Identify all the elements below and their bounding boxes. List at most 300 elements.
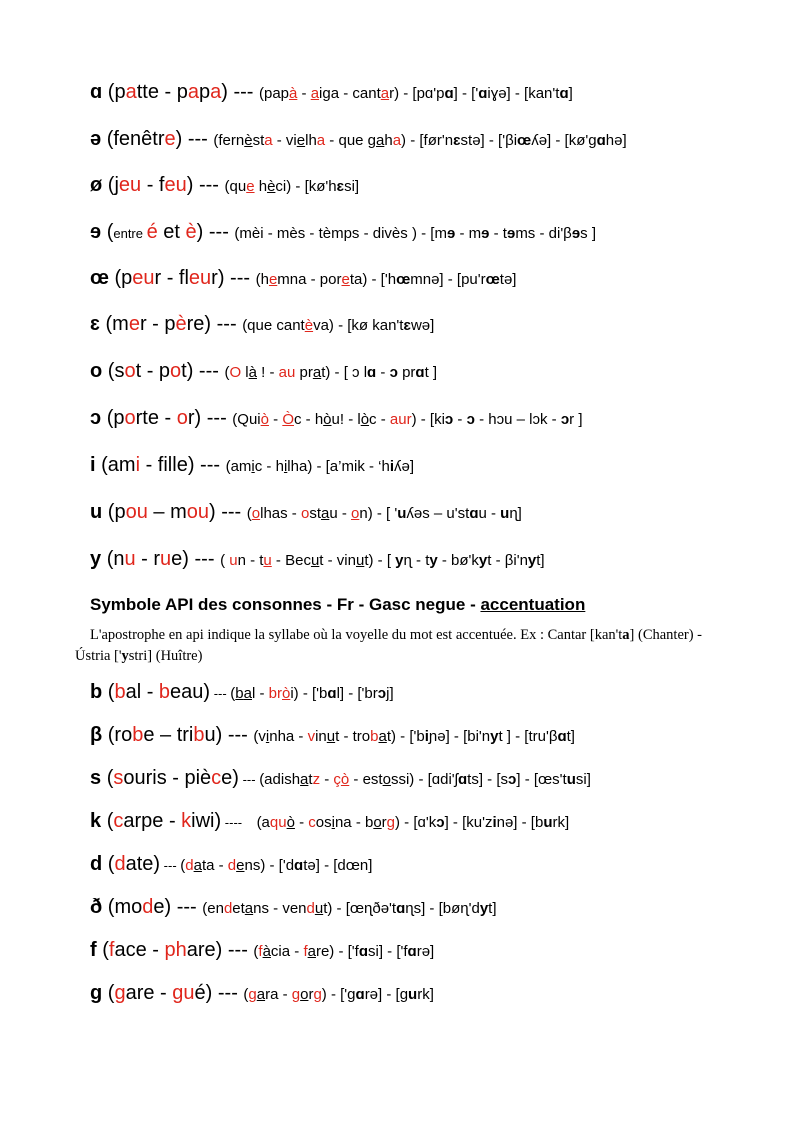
- french-example-part: ): [186, 174, 194, 196]
- french-example-part: u: [160, 548, 172, 570]
- ipa-transcription-part: - [ɑ'k: [400, 814, 437, 831]
- gascon-example-part: h: [254, 178, 268, 195]
- consonant-row: [90, 811, 569, 831]
- french-example-part: are): [186, 939, 223, 961]
- french-example-part: al -: [125, 681, 159, 703]
- gascon-example-part: u: [326, 728, 336, 745]
- ipa-transcription-part: rə] - [g: [364, 986, 409, 1003]
- gascon-example-part: a: [378, 728, 387, 745]
- ipa-transcription-part: ɳs] - [bøɳ'd: [405, 900, 480, 917]
- ipa-transcription-part: mnə] - [pu'r: [410, 271, 486, 288]
- consonant-symbol: f: [90, 939, 103, 961]
- french-example: [107, 548, 189, 570]
- french-example-part: p: [114, 81, 126, 103]
- ipa-transcription-part: t - βi'n: [487, 552, 528, 569]
- ipa-transcription-part: ɲə] - [bi'n: [428, 728, 491, 745]
- ipa-transcription-part: rk]: [552, 814, 570, 831]
- french-example-part: (p: [114, 267, 133, 289]
- gascon-example-part: u: [355, 552, 365, 569]
- ipa-transcription-part: - [a’mik - ‘h: [312, 458, 390, 475]
- gascon-example-part: ): [395, 814, 401, 831]
- gascon-example-part: a: [193, 857, 202, 874]
- vowel-symbol: ə: [90, 128, 107, 150]
- ipa-transcription-part: ms - di'β: [515, 225, 572, 242]
- gascon-example-part: c - h: [293, 411, 324, 428]
- gascon-example-part: ci): [275, 178, 292, 195]
- gascon-example-part: t): [386, 728, 396, 745]
- ipa-transcription-part: stə] - ['βi: [460, 132, 518, 149]
- ipa-transcription-part: -: [453, 411, 467, 428]
- separator: ---: [210, 686, 231, 701]
- gascon-example-part: t): [321, 364, 331, 381]
- gascon-example-part: - vi: [272, 132, 297, 149]
- ipa-transcription-part: rə]: [416, 943, 435, 960]
- gascon-example-part: c - h: [254, 458, 284, 475]
- ipa-transcription-part: ɘ: [571, 225, 581, 242]
- gascon-example-part: t): [364, 552, 374, 569]
- gascon-example-part: c -: [369, 411, 390, 428]
- ipa-transcription-part: ɛ: [453, 132, 461, 149]
- consonant-symbol: s: [90, 767, 107, 789]
- french-example-part: - f: [141, 174, 165, 196]
- gascon-example-part: ): [411, 411, 417, 428]
- gascon-example-part: d: [306, 900, 315, 917]
- gascon-example-part: ò: [260, 411, 269, 428]
- gascon-example-part: st: [309, 505, 321, 522]
- heading-text: Symbole API des consonnes - Fr - Gasc negue -: [90, 595, 481, 614]
- separator: ---: [160, 858, 181, 873]
- gascon-example-part: u! - l: [331, 411, 361, 428]
- ipa-transcription-part: i: [389, 458, 394, 475]
- gascon-example-part: aur: [389, 411, 412, 428]
- french-example-part: e – tri: [143, 724, 194, 746]
- gascon-example-part: nha -: [269, 728, 308, 745]
- gascon-example-part: l: [241, 364, 249, 381]
- ipa-transcription-part: ɛ: [336, 178, 345, 195]
- vowel-symbol: ɔ: [90, 407, 107, 429]
- ipa-transcription-part: ɑ: [596, 132, 606, 149]
- ipa-transcription-part: y: [479, 900, 489, 917]
- separator: ---: [193, 360, 225, 382]
- french-example-part: o: [124, 360, 136, 382]
- gascon-example-part: h: [384, 132, 393, 149]
- ipa-transcription-part: ɘ: [446, 225, 456, 242]
- vowel-symbol: ɘ: [90, 221, 107, 243]
- french-example-part: o: [176, 407, 188, 429]
- ipa-transcription-part: ɔ: [444, 411, 454, 428]
- separator: ---: [171, 896, 203, 918]
- ipa-transcription-part: ɔ: [508, 771, 517, 788]
- gascon-example-part: r: [308, 986, 314, 1003]
- separator: ---: [201, 407, 233, 429]
- ipa-transcription-part: rk]: [417, 986, 434, 1003]
- consonant-row: [90, 725, 575, 745]
- gascon-example: [180, 857, 372, 874]
- ipa-transcription-part: ɔ: [389, 364, 398, 381]
- french-example: [108, 853, 160, 875]
- french-example-part: s: [113, 767, 124, 789]
- ipa-transcription-part: - [kø kan't: [333, 317, 404, 334]
- gascon-example-part: st: [252, 132, 265, 149]
- consonant-symbol: g: [90, 982, 108, 1004]
- gascon-example-part: ta -: [201, 857, 228, 874]
- gascon-example-part: u: [263, 552, 272, 569]
- french-example-part: (: [107, 81, 115, 103]
- ipa-transcription-part: ʎə] - [kø'g: [531, 132, 597, 149]
- gascon-example-part: i: [331, 814, 335, 831]
- vowel-row: [90, 222, 596, 242]
- gascon-example-part: a: [264, 132, 273, 149]
- gascon-example: [257, 814, 570, 831]
- separator: ---: [182, 128, 214, 150]
- ipa-transcription-part: i: [424, 728, 429, 745]
- gascon-example-part: (: [243, 986, 249, 1003]
- gascon-example-part: ): [409, 771, 415, 788]
- gascon-example-part: i: [251, 458, 255, 475]
- gascon-example-part: a: [316, 132, 326, 149]
- french-example: [107, 767, 239, 789]
- vowel-row: [90, 175, 359, 195]
- ipa-transcription-part: ɑ: [415, 364, 425, 381]
- french-example-part: u: [124, 548, 136, 570]
- ipa-transcription-part: ɑ: [469, 505, 479, 522]
- gascon-example-part: a: [320, 505, 330, 522]
- french-example-part: (p: [107, 501, 126, 523]
- gascon-example-part: t - tro: [335, 728, 371, 745]
- french-example-part: b: [132, 724, 144, 746]
- ipa-transcription-part: ɑ: [327, 685, 337, 702]
- gascon-example: [243, 986, 433, 1003]
- note-bold: a: [622, 627, 630, 643]
- gascon-example-part: (v: [253, 728, 266, 745]
- gascon-example-part: u: [310, 552, 320, 569]
- ipa-transcription-part: t]: [566, 728, 575, 745]
- french-example-part: ph: [164, 939, 187, 961]
- french-example-part: ): [175, 128, 183, 150]
- french-example-part: d: [142, 896, 154, 918]
- french-example: [108, 982, 213, 1004]
- separator: ---: [203, 221, 235, 243]
- french-example-part: è: [185, 221, 197, 243]
- ipa-transcription-part: l] - ['br: [336, 685, 378, 702]
- vowel-row: [90, 549, 545, 569]
- french-example-part: c: [211, 767, 222, 789]
- gascon-example-part: f: [303, 943, 308, 960]
- ipa-transcription-part: y: [527, 552, 537, 569]
- ipa-transcription-part: ʎə]: [394, 458, 415, 475]
- french-example-part: gu: [172, 982, 195, 1004]
- french-example-part: (: [107, 174, 115, 196]
- french-example-part: f: [108, 939, 115, 961]
- gascon-example-part: os: [315, 814, 332, 831]
- ipa-transcription-part: ] - [': [453, 85, 479, 102]
- consonant-symbol: ð: [90, 896, 108, 918]
- gascon-example-part: va): [313, 317, 334, 334]
- consonants-heading: [90, 595, 585, 615]
- gascon-example-part: Ò: [282, 411, 294, 428]
- gascon-example: [259, 85, 573, 102]
- ipa-transcription-part: ]: [568, 85, 573, 102]
- vowel-symbol: ɑ: [90, 81, 108, 103]
- french-example-part: ): [221, 81, 228, 103]
- ipa-transcription-part: r ]: [569, 411, 583, 428]
- gascon-example-part: b: [235, 685, 244, 702]
- ipa-transcription-part: ] - [ku'z: [444, 814, 493, 831]
- ipa-transcription-part: - ['d: [265, 857, 295, 874]
- french-example: [107, 810, 221, 832]
- french-example-part: t): [181, 360, 194, 382]
- french-example-part: p: [198, 81, 211, 103]
- french-example-part: eau): [170, 681, 211, 703]
- gascon-example-part: u: [314, 900, 324, 917]
- gascon-example-part: (a: [256, 814, 270, 831]
- gascon-example-part: t): [323, 900, 333, 917]
- gascon-example-part: è: [244, 132, 253, 149]
- gascon-example-part: e: [268, 271, 278, 288]
- gascon-example-part: e: [246, 178, 255, 195]
- french-example-part: e: [164, 128, 176, 150]
- gascon-example-part: - que g: [325, 132, 377, 149]
- french-example-part: r - p: [139, 313, 176, 335]
- gascon-example-part: (Qui: [232, 411, 261, 428]
- vowel-symbol: u: [90, 501, 108, 523]
- gascon-example-part: -: [297, 85, 311, 102]
- vowel-row: [90, 268, 516, 288]
- gascon-example: [202, 900, 496, 917]
- consonant-row: [90, 682, 394, 702]
- french-example-part: (: [107, 982, 115, 1004]
- french-example-part: ace -: [114, 939, 165, 961]
- ipa-transcription-part: ɔ: [377, 685, 387, 702]
- gascon-example-part: lha): [287, 458, 313, 475]
- gascon-example: [242, 317, 434, 334]
- french-example-part: iwi): [191, 810, 222, 832]
- gascon-example-part: d: [185, 857, 194, 874]
- gascon-example-part: n): [359, 505, 373, 522]
- gascon-example-part: e: [341, 271, 350, 288]
- gascon-example-part: o: [300, 986, 309, 1003]
- gascon-example: [224, 364, 437, 381]
- ipa-transcription-part: ɑ: [444, 85, 454, 102]
- gascon-example-part: (qu: [224, 178, 247, 195]
- french-example-part: é): [194, 982, 213, 1004]
- ipa-transcription-part: s ]: [580, 225, 596, 242]
- french-example-part: tte - p: [136, 81, 188, 103]
- gascon-example-part: v: [307, 728, 316, 745]
- french-example-part: rte -: [135, 407, 177, 429]
- french-example-part: (m: [105, 313, 129, 335]
- gascon-example-part: b: [370, 728, 379, 745]
- french-example: [108, 681, 210, 703]
- vowel-row: [90, 361, 437, 381]
- gascon-example-part: r): [389, 85, 400, 102]
- gascon-example-part: g: [313, 986, 322, 1003]
- french-example-part: (ro: [107, 724, 133, 746]
- gascon-example-part: -: [320, 771, 334, 788]
- gascon-example-part: r: [381, 814, 387, 831]
- gascon-example: [230, 685, 393, 702]
- vowel-row: [90, 408, 583, 428]
- french-example: [114, 267, 224, 289]
- french-example: [107, 407, 202, 429]
- ipa-transcription-part: ɑ: [355, 986, 365, 1003]
- ipa-transcription-part: wə]: [410, 317, 435, 334]
- french-example-part: i: [135, 454, 141, 476]
- gascon-example-part: lhas -: [260, 505, 301, 522]
- consonant-row: [90, 983, 434, 1003]
- french-example-part: (: [107, 681, 115, 703]
- ipa-transcription-part: y: [478, 552, 488, 569]
- ipa-transcription-part: - hɔu – lɔk -: [474, 411, 561, 428]
- gascon-example-part: a: [392, 132, 402, 149]
- ipa-transcription-part: u: [566, 771, 576, 788]
- ipa-transcription-part: - [ɑdi'ʃ: [414, 771, 458, 788]
- separator: ----: [221, 815, 257, 830]
- french-example-part: (am: [101, 454, 136, 476]
- gascon-example-part: l -: [251, 685, 269, 702]
- consonant-symbol: b: [90, 681, 108, 703]
- french-example-part: o: [170, 360, 182, 382]
- french-example-part: u): [204, 724, 223, 746]
- french-example-part: e): [153, 896, 172, 918]
- gascon-example-part: i): [290, 685, 299, 702]
- gascon-example: [253, 943, 434, 960]
- gascon-example-part: (adish: [259, 771, 301, 788]
- gascon-example-part: ): [321, 986, 327, 1003]
- ipa-transcription-part: - [ ': [372, 505, 398, 522]
- gascon-example-part: ra -: [265, 986, 292, 1003]
- gascon-example: [253, 728, 575, 745]
- french-example-part: é: [146, 221, 158, 243]
- french-example-part: t - p: [135, 360, 171, 382]
- vowel-symbol: ø: [90, 174, 108, 196]
- gascon-example-part: et: [232, 900, 245, 917]
- gascon-example-part: ò: [286, 814, 295, 831]
- gascon-example-part: è: [304, 317, 314, 334]
- gascon-example-part: n - t: [237, 552, 264, 569]
- gascon-example-part: o: [251, 505, 261, 522]
- separator: ---: [194, 454, 226, 476]
- french-example-part: b: [193, 724, 205, 746]
- consonant-symbol: k: [90, 810, 107, 832]
- french-example-part: g: [114, 982, 126, 1004]
- french-example-part: - fille): [140, 454, 195, 476]
- gascon-example-part: in: [315, 728, 327, 745]
- french-example-part: r - fl: [154, 267, 189, 289]
- vowel-row: [90, 129, 627, 149]
- gascon-example-part: a: [376, 132, 385, 149]
- gascon-example: [226, 458, 414, 475]
- gascon-example-part: o: [351, 505, 360, 522]
- french-example-part: (: [106, 767, 114, 789]
- gascon-example-part: au: [278, 364, 296, 381]
- gascon-example-part: t: [308, 771, 313, 788]
- heading-accentuation: accentuation: [480, 595, 586, 614]
- french-example: [108, 360, 194, 382]
- french-example-part: ): [196, 221, 204, 243]
- french-example-part: eu: [132, 267, 155, 289]
- ipa-transcription-part: - ['b: [396, 728, 425, 745]
- gascon-example-part: mna - por: [277, 271, 342, 288]
- separator: ---: [215, 501, 247, 523]
- gascon-example: [225, 178, 360, 195]
- gascon-example-part: g: [291, 986, 301, 1003]
- ipa-transcription-part: - ['g: [326, 986, 356, 1003]
- ipa-transcription-part: nə] - [b: [496, 814, 544, 831]
- french-example: [108, 724, 223, 746]
- gascon-example-part: o: [373, 814, 382, 831]
- gascon-example-part: a: [256, 986, 266, 1003]
- gascon-example-part: pr: [295, 364, 313, 381]
- gascon-example-part: a: [244, 900, 254, 917]
- gascon-example-part: u: [229, 552, 238, 569]
- gascon-example-part: - Bec: [271, 552, 311, 569]
- gascon-example-part: o: [382, 771, 391, 788]
- french-example-part: eu: [164, 174, 187, 196]
- separator: ---: [212, 982, 244, 1004]
- french-example-part: (n: [106, 548, 125, 570]
- ipa-transcription-part: œ: [517, 132, 532, 149]
- gascon-example: [234, 225, 596, 242]
- ipa-transcription-part: ɑ: [367, 364, 377, 381]
- gascon-example-part: ): [401, 132, 407, 149]
- ipa-transcription-part: iɣə] - [kan't: [487, 85, 560, 102]
- ipa-transcription-part: ɑ: [559, 85, 569, 102]
- gascon-example: [220, 552, 545, 569]
- gascon-example-part: a: [243, 685, 252, 702]
- ipa-transcription-part: œ: [396, 271, 411, 288]
- gascon-example-part: (en: [202, 900, 224, 917]
- ipa-transcription-part: y: [490, 728, 499, 745]
- gascon-example-part: lh: [305, 132, 317, 149]
- ipa-transcription-part: u: [397, 505, 407, 522]
- consonant-row: [90, 768, 591, 788]
- ipa-transcription-part: ɔ: [560, 411, 570, 428]
- gascon-example-part: (pap: [258, 85, 290, 102]
- gascon-example-part: ò: [323, 411, 332, 428]
- gascon-example-part: t - vin: [319, 552, 356, 569]
- ipa-transcription-part: - [ki: [416, 411, 445, 428]
- french-example-part: ): [209, 501, 216, 523]
- gascon-example-part: (: [180, 857, 186, 874]
- french-example-part: arpe -: [123, 810, 182, 832]
- gascon-example: [232, 411, 582, 428]
- gascon-example-part: (: [246, 505, 252, 522]
- ipa-transcription-part: t]: [536, 552, 545, 569]
- ipa-transcription-part: ɘ: [481, 225, 490, 242]
- ipa-transcription-part: u: [543, 814, 553, 831]
- french-example-part: e: [128, 313, 140, 335]
- consonant-row: [90, 854, 372, 874]
- vowel-symbol: œ: [90, 267, 115, 289]
- gascon-example-part: (am: [225, 458, 252, 475]
- ipa-transcription-part: tə] - [dœn]: [303, 857, 373, 874]
- separator: ---: [193, 174, 225, 196]
- gascon-example-part: e: [236, 857, 245, 874]
- ipa-transcription-part: ɳ]: [509, 505, 522, 522]
- french-example-part: k: [181, 810, 192, 832]
- ipa-transcription-part: pr: [397, 364, 416, 381]
- french-example: [108, 81, 228, 103]
- ipa-transcription-part: ] - [œs't: [516, 771, 567, 788]
- ipa-transcription-part: u -: [478, 505, 501, 522]
- consonant-symbol: β: [90, 724, 108, 746]
- ipa-transcription-part: -: [376, 364, 390, 381]
- ipa-transcription-part: - [pɑ'p: [399, 85, 445, 102]
- ipa-transcription-part: ʎəs – u'st: [406, 505, 470, 522]
- french-example-part: (fenêtr: [106, 128, 165, 150]
- vowel-symbol: y: [90, 548, 107, 570]
